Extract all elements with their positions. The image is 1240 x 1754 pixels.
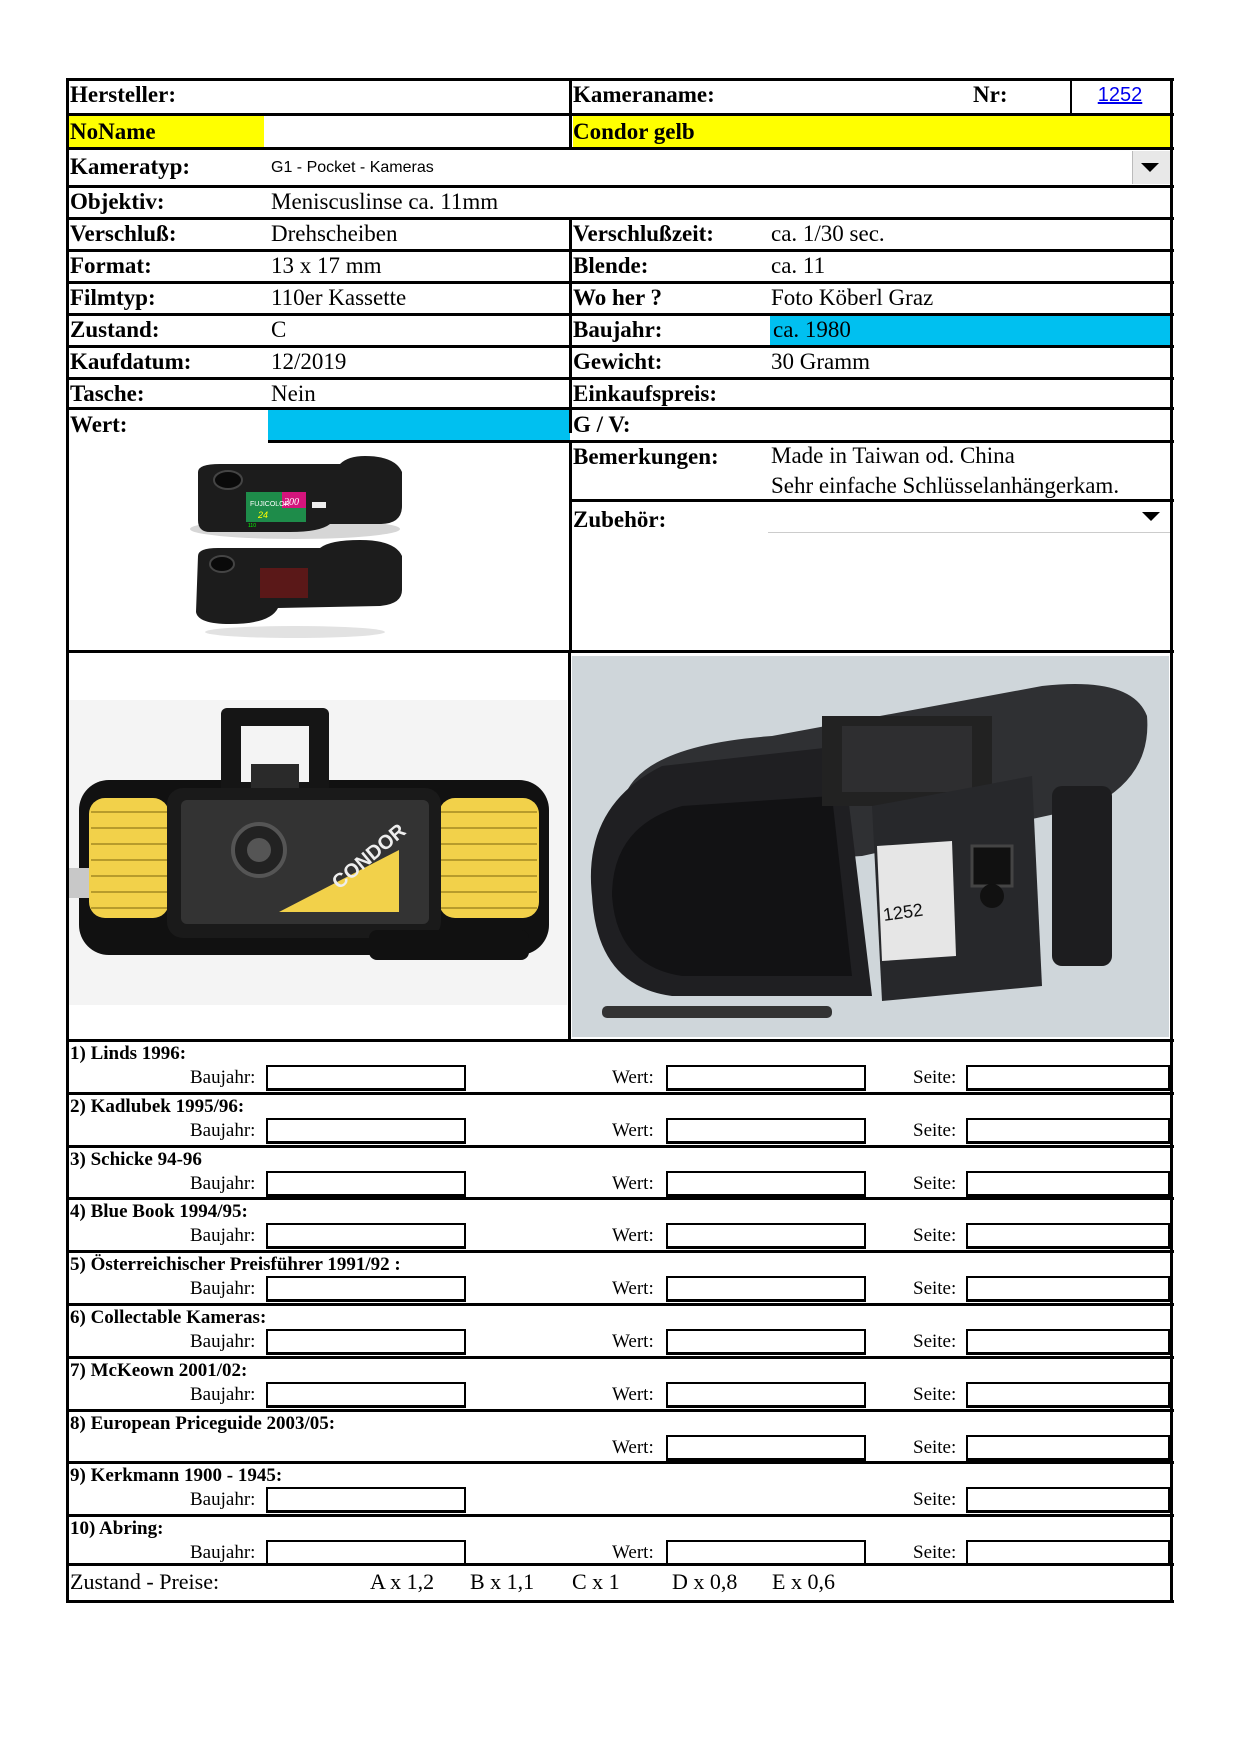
- reference-baujahr-field[interactable]: [266, 1118, 466, 1144]
- baujahr-value: ca. 1980: [773, 317, 851, 342]
- reference-wert-label: Wert:: [612, 1437, 654, 1458]
- reference-divider: [66, 1145, 1174, 1148]
- reference-seite-label: Seite:: [913, 1489, 957, 1510]
- reference-divider: [66, 1409, 1174, 1412]
- reference-baujahr-field[interactable]: [266, 1487, 466, 1513]
- reference-seite-label: Seite:: [913, 1278, 957, 1299]
- kaufdatum-value: 12/2019: [271, 349, 347, 374]
- reference-title: 9) Kerkmann 1900 - 1945:: [70, 1465, 283, 1486]
- reference-seite-label: Seite:: [913, 1542, 957, 1563]
- reference-baujahr-label: Baujahr:: [190, 1331, 256, 1352]
- reference-baujahr-field[interactable]: [266, 1065, 466, 1091]
- reference-baujahr-field[interactable]: [266, 1276, 466, 1302]
- einkaufspreis-label: Einkaufspreis:: [573, 381, 718, 406]
- kaufdatum-label: Kaufdatum:: [70, 349, 192, 374]
- nr-label: Nr:: [973, 82, 1008, 107]
- chevron-down-icon[interactable]: [1141, 163, 1159, 172]
- reference-wert-label: Wert:: [612, 1120, 654, 1141]
- cassette-count: 24: [258, 510, 269, 520]
- filmtyp-label: Filmtyp:: [70, 285, 156, 310]
- footer-label: Zustand - Preise:: [70, 1569, 220, 1594]
- reference-wert-label: Wert:: [612, 1278, 654, 1299]
- reference-divider: [66, 1514, 1174, 1517]
- reference-title: 6) Collectable Kameras:: [70, 1307, 267, 1328]
- price-factor-d: D x 0,8: [672, 1569, 738, 1594]
- reference-wert-field[interactable]: [666, 1223, 866, 1249]
- verschluss-value: Drehscheiben: [271, 221, 398, 246]
- tasche-value: Nein: [271, 381, 316, 406]
- reference-title: 1) Linds 1996:: [70, 1043, 187, 1064]
- zubehoer-label: Zubehör:: [573, 507, 667, 532]
- camera-number-tag: 1252: [881, 899, 925, 925]
- reference-wert-label: Wert:: [612, 1173, 654, 1194]
- camera-name-value: Condor gelb: [573, 119, 695, 144]
- reference-title: 2) Kadlubek 1995/96:: [70, 1096, 245, 1117]
- reference-wert-label: Wert:: [612, 1384, 654, 1405]
- reference-seite-label: Seite:: [913, 1120, 957, 1141]
- reference-seite-label: Seite:: [913, 1331, 957, 1352]
- price-factor-a: A x 1,2: [370, 1569, 435, 1594]
- reference-wert-label: Wert:: [612, 1225, 654, 1246]
- reference-seite-field[interactable]: [966, 1382, 1170, 1408]
- reference-wert-label: Wert:: [612, 1331, 654, 1352]
- reference-seite-field[interactable]: [966, 1065, 1170, 1091]
- reference-seite-label: Seite:: [913, 1384, 957, 1405]
- blende-value: ca. 11: [771, 253, 826, 278]
- reference-baujahr-label: Baujahr:: [190, 1120, 256, 1141]
- reference-baujahr-label: Baujahr:: [190, 1067, 256, 1088]
- price-factor-c: C x 1: [572, 1569, 620, 1594]
- camera-open-drawing: [572, 656, 1169, 1037]
- reference-baujahr-label: Baujahr:: [190, 1225, 256, 1246]
- camera-type-label: Kameratyp:: [70, 154, 191, 179]
- reference-wert-label: Wert:: [612, 1542, 654, 1563]
- reference-seite-field[interactable]: [966, 1329, 1170, 1355]
- objektiv-label: Objektiv:: [70, 189, 165, 214]
- wert-highlight: [268, 410, 570, 440]
- gewicht-value: 30 Gramm: [771, 349, 871, 374]
- reference-divider: [66, 1356, 1174, 1359]
- footer-divider: [66, 1563, 1174, 1566]
- woher-label: Wo her ?: [573, 285, 663, 310]
- reference-seite-label: Seite:: [913, 1225, 957, 1246]
- reference-baujahr-field[interactable]: [266, 1329, 466, 1355]
- reference-wert-field[interactable]: [666, 1171, 866, 1197]
- reference-wert-field[interactable]: [666, 1276, 866, 1302]
- camera-logo: CONDOR: [328, 819, 411, 894]
- reference-divider: [66, 1092, 1174, 1095]
- reference-baujahr-label: Baujahr:: [190, 1278, 256, 1299]
- verschlusszeit-value: ca. 1/30 sec.: [771, 221, 885, 246]
- reference-seite-label: Seite:: [913, 1067, 957, 1088]
- reference-baujahr-field[interactable]: [266, 1382, 466, 1408]
- cassette-type: 110: [248, 523, 256, 529]
- reference-wert-label: Wert:: [612, 1067, 654, 1088]
- price-factor-e: E x 0,6: [772, 1569, 835, 1594]
- reference-wert-field[interactable]: [666, 1118, 866, 1144]
- wert-label: Wert:: [70, 412, 128, 437]
- cassette-label: FUJICOLOR: [250, 501, 290, 508]
- reference-title: 7) McKeown 2001/02:: [70, 1360, 248, 1381]
- manufacturer-label: Hersteller:: [70, 82, 176, 107]
- verschluss-label: Verschluß:: [70, 221, 177, 246]
- reference-title: 10) Abring:: [70, 1518, 164, 1539]
- reference-baujahr-label: Baujahr:: [190, 1542, 256, 1563]
- reference-baujahr-field[interactable]: [266, 1171, 466, 1197]
- reference-seite-field[interactable]: [966, 1171, 1170, 1197]
- reference-baujahr-label: Baujahr:: [190, 1173, 256, 1194]
- objektiv-value: Meniscuslinse ca. 11mm: [271, 189, 499, 214]
- manufacturer-value: NoName: [70, 119, 156, 144]
- woher-value: Foto Köberl Graz: [771, 285, 934, 310]
- baujahr-label: Baujahr:: [573, 317, 663, 342]
- reference-baujahr-label: Baujahr:: [190, 1489, 256, 1510]
- reference-wert-field[interactable]: [666, 1065, 866, 1091]
- reference-baujahr-field[interactable]: [266, 1223, 466, 1249]
- reference-divider: [66, 1461, 1174, 1464]
- camera-name-label: Kameraname:: [573, 82, 715, 107]
- cassette-iso: 200: [284, 497, 299, 508]
- blende-label: Blende:: [573, 253, 649, 278]
- reference-wert-field[interactable]: [666, 1435, 866, 1461]
- gv-label: G / V:: [573, 412, 631, 437]
- camera-type-value[interactable]: G1 - Pocket - Kameras: [271, 159, 434, 176]
- nr-value[interactable]: 1252: [1097, 84, 1143, 106]
- reference-title: 8) European Priceguide 2003/05:: [70, 1413, 336, 1434]
- reference-title: 4) Blue Book 1994/95:: [70, 1201, 248, 1222]
- reference-title: 3) Schicke 94-96: [70, 1149, 202, 1170]
- reference-baujahr-label: Baujahr:: [190, 1384, 256, 1405]
- reference-divider: [66, 1197, 1174, 1200]
- reference-seite-field[interactable]: [966, 1118, 1170, 1144]
- reference-seite-label: Seite:: [913, 1437, 957, 1458]
- tasche-label: Tasche:: [70, 381, 145, 406]
- zustand-value: C: [271, 317, 287, 342]
- verschlusszeit-label: Verschlußzeit:: [573, 221, 714, 246]
- format-label: Format:: [70, 253, 152, 278]
- filmtyp-value: 110er Kassette: [271, 285, 407, 310]
- reference-title: 5) Österreichischer Preisführer 1991/92 :: [70, 1254, 401, 1275]
- reference-divider: [66, 1250, 1174, 1253]
- bemerkungen-line-2: Sehr einfache Schlüsselanhängerkam.: [771, 473, 1120, 498]
- reference-wert-field[interactable]: [666, 1382, 866, 1408]
- chevron-down-icon[interactable]: [1142, 512, 1160, 521]
- reference-seite-field[interactable]: [966, 1223, 1170, 1249]
- reference-seite-field[interactable]: [966, 1276, 1170, 1302]
- gewicht-label: Gewicht:: [573, 349, 663, 374]
- format-value: 13 x 17 mm: [271, 253, 382, 278]
- reference-divider: [66, 1303, 1174, 1306]
- nr-link[interactable]: [1072, 84, 1168, 107]
- camera-front-drawing: [69, 700, 567, 1005]
- price-factor-b: B x 1,1: [470, 1569, 535, 1594]
- bemerkungen-label: Bemerkungen:: [573, 444, 719, 469]
- reference-seite-field[interactable]: [966, 1487, 1170, 1513]
- reference-wert-field[interactable]: [666, 1329, 866, 1355]
- film-cassette-photo: [170, 444, 410, 644]
- zubehoer-dropdown[interactable]: [768, 503, 1170, 533]
- bemerkungen-line-1: Made in Taiwan od. China: [771, 443, 1015, 468]
- zustand-label: Zustand:: [70, 317, 160, 342]
- reference-seite-field[interactable]: [966, 1435, 1170, 1461]
- reference-seite-label: Seite:: [913, 1173, 957, 1194]
